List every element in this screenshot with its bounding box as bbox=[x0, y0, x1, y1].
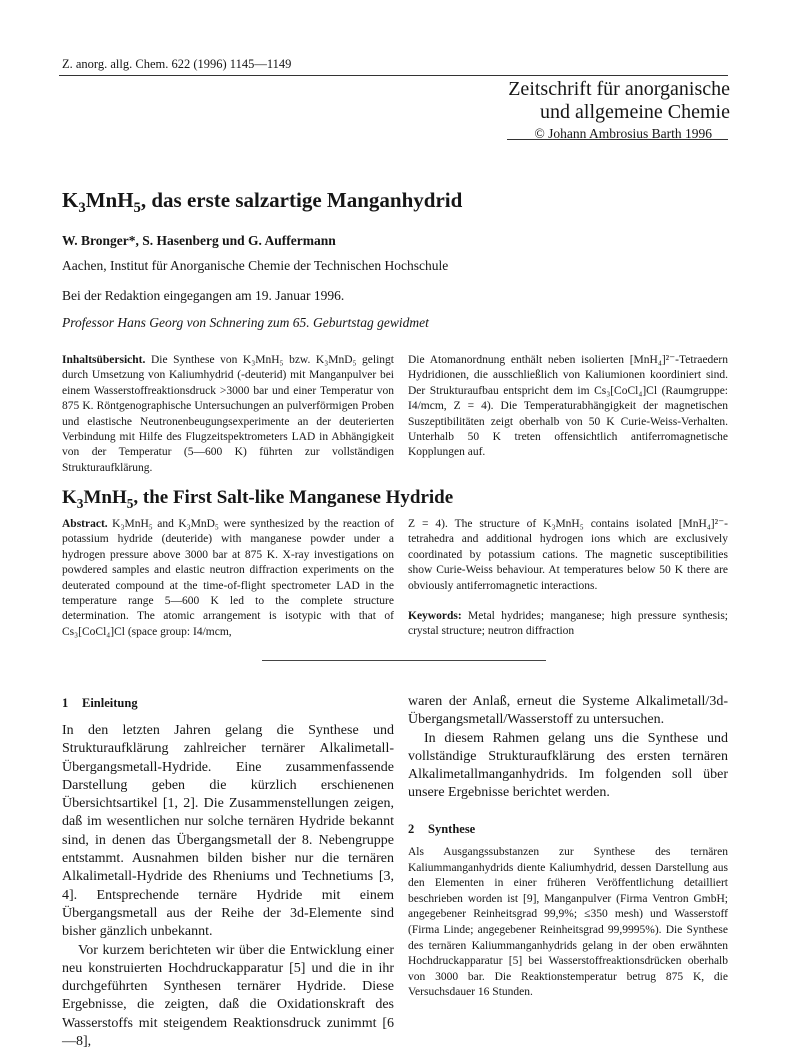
journal-citation: Z. anorg. allg. Chem. 622 (1996) 1145—1149 bbox=[62, 57, 292, 71]
affiliation: Aachen, Institut für Anorganische Chemie der Technischen Hochschule bbox=[62, 258, 449, 273]
dedication: Professor Hans Georg von Schnering zum 65. Geburtstag gewidmet bbox=[62, 315, 429, 330]
article-title-english: $K_3MnH_5$, the First Salt-like Manganese Hydride bbox=[62, 487, 454, 511]
section1-paragraph: waren der Anlaß, erneut die Systeme Alkalimetall/3d-Übergangsmetall/Wasserstoff zu untersuchen. bbox=[408, 694, 728, 728]
section-divider bbox=[262, 660, 546, 661]
section1-left-column bbox=[62, 722, 394, 1051]
publisher-copyright: © Johann Ambrosius Barth 1996 bbox=[534, 126, 712, 141]
abstract-german-label: Inhaltsübersicht. bbox=[62, 354, 146, 366]
abstract-english-right: Z = 4). The structure of K₃MnH₅ contains isolated [MnH₄]²⁻-tetrahedra and additional hydrogen ions which are exclusively coordinated by potassium cations. The magnetic susceptibilities show Curie-Weiss behaviour. At temperatures below 50 K there are obviously antiferromagnetic interactions. bbox=[408, 518, 728, 592]
author-list: W. Bronger*, S. Hasenberg und G. Auffermann bbox=[62, 233, 336, 248]
section1-paragraph: In diesem Rahmen gelang uns die Synthese und vollständige Strukturaufklärung des ersten ternären Alkalimetallmanganhydrids. Im folgenden soll über unsere Ergebnisse berichtet werden. bbox=[408, 730, 728, 801]
received-date: Bei der Redaktion eingegangen am 19. Januar 1996. bbox=[62, 288, 345, 303]
section1-paragraph: Vor kurzem berichteten wir über die Entwicklung einer neu konstruierten Hochdruckapparatur [5] und die in ihr durchgeführten Synthesen ternärer Hydride. Diese Ergebnisse, die zeigten, daß die Oxidationskraft des Wasserstoffs mit steigendem Reaktionsdruck zunimmt [6—8], bbox=[62, 942, 394, 1050]
section-heading-synthese: 2 Synthese bbox=[408, 822, 476, 836]
masthead-rule bbox=[507, 139, 728, 140]
journal-name-line2: und allgemeine Chemie bbox=[540, 101, 730, 123]
abstract-german-left: Inhaltsübersicht. Die Synthese von K₃MnH₅ bzw. K₃MnD₅ gelingt durch Umsetzung von Kaliumhydrid (-deuterid) mit Manganpulver bei einem Wasserstoffreaktionsdruck >3000 bar und einer Temperatur von 875 K. Röntgenographische Untersuchungen an pulverförmigen Proben und elastische Neutronenbeugungsexperimente an der deuterierten Verbindung mit Hilfe des Flugzeitspektrometers LAD in Abhängigkeit von der Temperatur (5—600 K) führten zur vollständigen Strukturaufklärung. bbox=[62, 354, 394, 474]
journal-masthead bbox=[508, 78, 730, 144]
section-heading-einleitung: 1 Einleitung bbox=[62, 696, 138, 710]
article-title-german: $K_3MnH_5$, das erste salzartige Manganhydrid bbox=[62, 188, 463, 217]
keywords: Keywords: Metal hydrides; manganese; high pressure synthesis; crystal structure; neutron diffraction bbox=[408, 610, 728, 638]
abstract-english-left: Abstract. K₃MnH₅ and K₃MnD₅ were synthesized by the reaction of potassium hydride (deuteride) with manganese powder under a hydrogen pressure above 3000 bar at 875 K. X-ray investigations on powdered samples and elastic neutron diffraction experiments on the deuterated compound at the time-of-flight spectrometer LAD in the temperature range 5—600 K led to the complete structure determination. The atomic arrangement is isotypic with that of Cs₃[CoCl₄]Cl (space group: I4/mcm, bbox=[62, 518, 394, 638]
keywords-label: Keywords: bbox=[408, 610, 462, 622]
header-rule bbox=[59, 75, 728, 76]
journal-name-line1: Zeitschrift für anorganische bbox=[508, 78, 730, 100]
abstract-german-right: Die Atomanordnung enthält neben isolierten [MnH₄]²⁻-Tetraedern Hydridionen, die ausschließlich von Kaliumionen koordiniert sind. Der Strukturaufbau entspricht dem im Cs₃[CoCl₄]Cl (Raumgruppe: I4/mcm, Z = 4). Die Temperaturabhängigkeit der magnetischen Suszeptibilitäten zeigt oberhalb von 50 K Curie-Weiss-Verhalten. Unterhalb 50 K treten offensichtlich antiferromagnetische Kopplungen auf. bbox=[408, 354, 728, 459]
section1-paragraph: In den letzten Jahren gelang die Synthese und Strukturaufklärung zahlreicher ternärer Alkalimetall-Übergangsmetall-Hydride. Eine zusammenfassende Darstellung geben die kürzlich erschienenen Übersichtsartikel [1, 2]. Die Zusammenstellungen zeigen, daß im wesentlichen nur solche ternären Hydride bekannt sind, in denen das Übergangsmetall der 8. Nebengruppe entstammt. Ausnahmen bilden bisher nur die ternären Alkalimetall-Hydride des Rheniums und Technetiums [3, 4]. Entsprechende ternäre Hydride mit einem Übergangsmetall aus der Reihe der 3d-Elemente sind bisher gänzlich unbekannt. bbox=[62, 723, 394, 940]
abstract-english-label: Abstract. bbox=[62, 518, 108, 530]
section2-paragraph: Als Ausgangssubstanzen zur Synthese des ternären Kaliummanganhydrids diente Kaliumhydrid, dessen Darstellung aus den Elementen in einer früheren Veröffentlichung detailliert beschrieben worden ist [9], Manganpulver (Firma Ventron GmbH; angegebener Reinheitsgrad 99,9%; ≤350 mesh) und Wasserstoff (Firma Linde; angegebener Reinheitsgrad 99,9995%). Die Synthese des ternären Kaliummanganhydrids gelang in der oben erwähnten Hochdruckapparatur [5] bei Wasserstoffreaktionsdrücken oberhalb von 3000 bar. Die Reaktionstemperatur betrug 875 K, die Versuchsdauer 16 Stunden. bbox=[408, 846, 728, 999]
section1-right-column bbox=[408, 693, 728, 803]
